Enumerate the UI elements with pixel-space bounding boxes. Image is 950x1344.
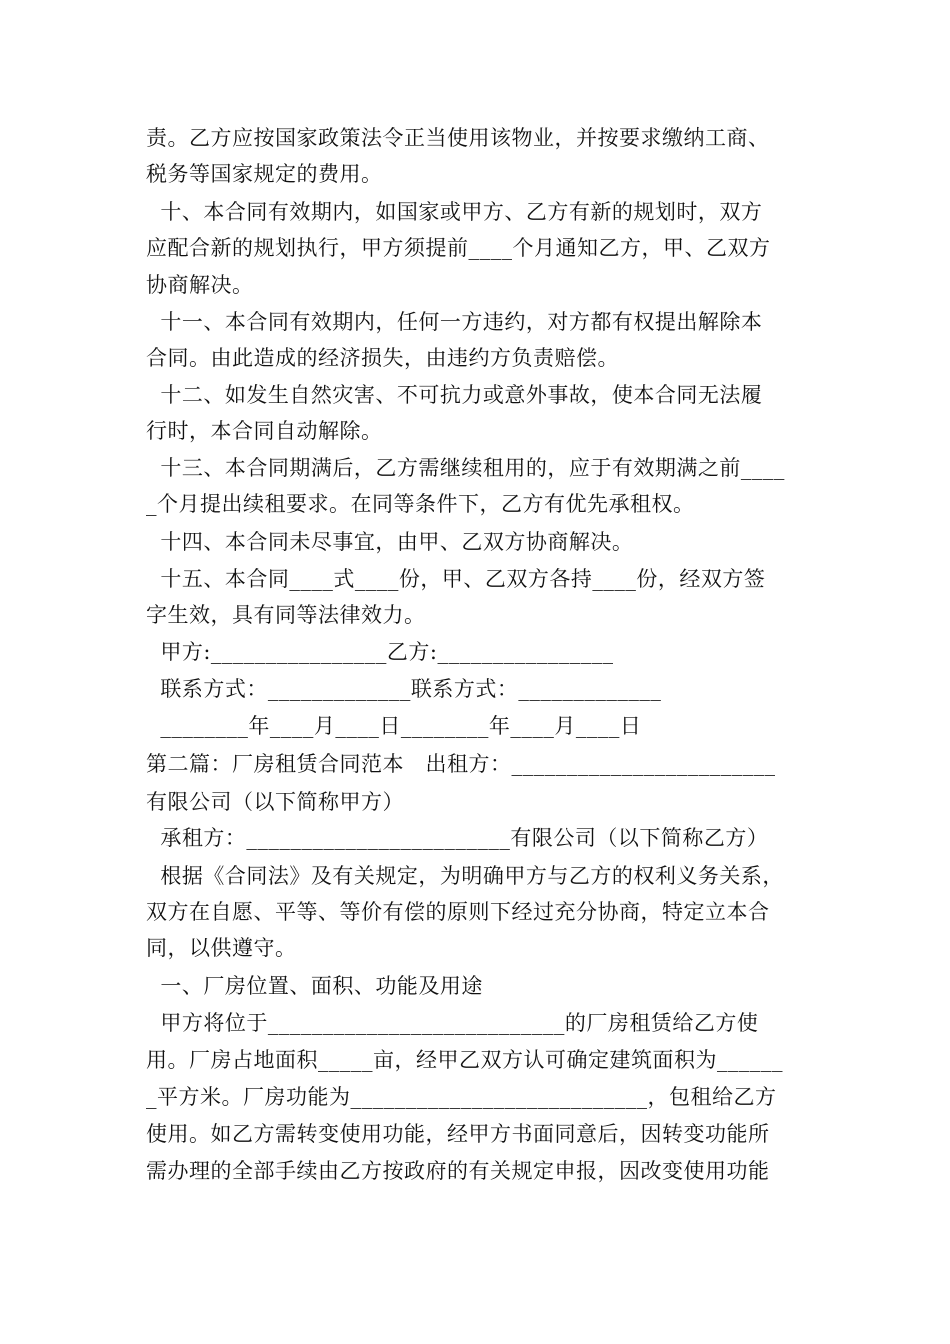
text-line: _个月提出续租要求。在同等条件下，乙方有优先承租权。 [146,492,695,516]
text-line: 同，以供遵守。 [146,936,297,960]
text-line: _平方米。厂房功能为___________________________，包租给乙方 [146,1085,777,1109]
text-line: 十、本合同有效期内，如国家或甲方、乙方有新的规划时，双方 [146,200,763,224]
text-line: 协商解决。 [146,273,254,297]
text-line: 责。乙方应按国家政策法令正当使用该物业，并按要求缴纳工商、 [146,126,770,150]
text-line: 字生效，具有同等法律效力。 [146,603,426,627]
text-line: 一、厂房位置、面积、功能及用途 [146,974,483,998]
text-line: 使用。如乙方需转变使用功能，经甲方书面同意后，因转变功能所 [146,1122,770,1146]
text-line: 承租方：________________________有限公司（以下简称乙方） [146,826,769,850]
text-line: ________年____月____日________年____月____日 [146,714,642,738]
text-line: 十五、本合同____式____份，甲、乙双方各持____份，经双方签 [146,567,766,591]
text-line: 需办理的全部手续由乙方按政府的有关规定申报，因改变使用功能 [146,1159,770,1183]
text-line: 联系方式：_____________联系方式：_____________ [146,677,662,701]
text-line: 税务等国家规定的费用。 [146,162,383,186]
text-line: 十一、本合同有效期内，任何一方违约，对方都有权提出解除本 [146,310,763,334]
text-line: 甲方将位于___________________________的厂房租赁给乙方使 [146,1011,759,1035]
text-line: 用。厂房占地面积_____亩，经甲乙双方认可确定建筑面积为______ [146,1048,783,1072]
text-line: 甲方:________________乙方:________________ [146,640,614,664]
text-line: 十四、本合同未尽事宜，由甲、乙双方协商解决。 [146,530,634,554]
text-line: 有限公司（以下简称甲方） [146,790,404,814]
text-line: 行时，本合同自动解除。 [146,419,383,443]
text-line: 十二、如发生自然灾害、不可抗力或意外事故，使本合同无法履 [146,383,763,407]
text-line: 双方在自愿、平等、等价有偿的原则下经过充分协商，特定立本合 [146,900,770,924]
text-line: 合同。由此造成的经济损失，由违约方负责赔偿。 [146,346,619,370]
text-line: 应配合新的规划执行，甲方须提前____个月通知乙方，甲、乙双方 [146,236,771,260]
text-line: 根据《合同法》及有关规定，为明确甲方与乙方的权利义务关系， [146,864,784,888]
text-line: 十三、本合同期满后，乙方需继续租用的，应于有效期满之前____ [146,456,785,480]
text-line: 第二篇：厂房租赁合同范本 出租方：________________________ [146,752,776,776]
